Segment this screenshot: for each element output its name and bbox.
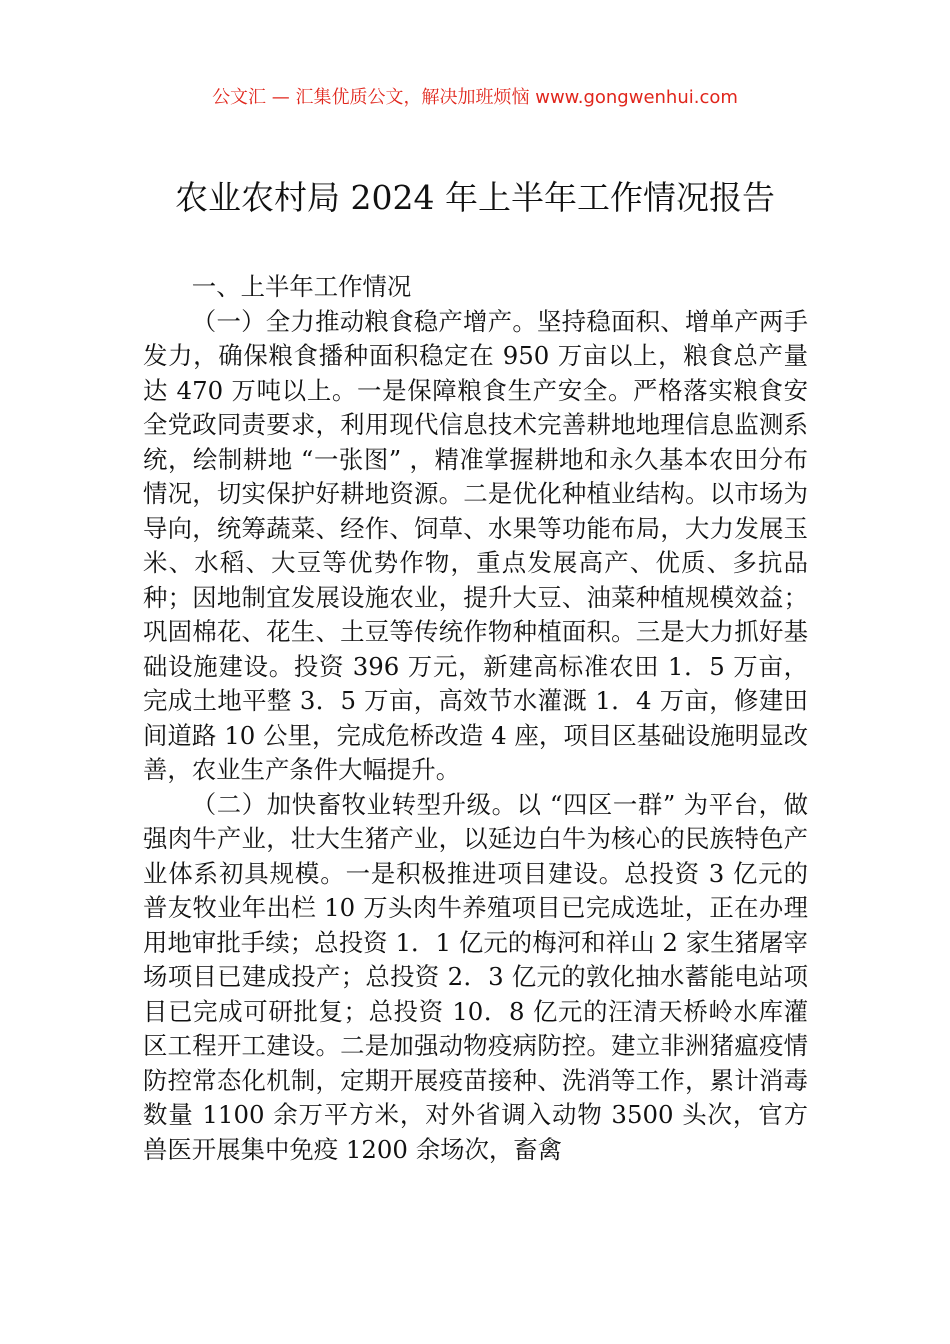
paragraph-livestock: （二）加快畜牧业转型升级。以 “四区一群” 为平台，做强肉牛产业，壮大生猪产业，以延边白牛为核心的民族特色产业体系初具规模。一是积极推进项目建设。总投资 3 亿元的普友牧业年出栏 10 万头肉牛养殖项目已完成选址，正在办理用地审批手续；总投资 1．1 亿元的梅河和祥山 2 家生猪屠宰场项目已建成投产；总投资 2．3 亿元的敦化抽水蓄能电站项目已完成可研批复；总投资 10．8 亿元的汪清天桥岭水库灌区工程开工建设。二是加强动物疫病防控。建立非洲猪瘟疫情防控常态化机制，定期开展疫苗接种、洗消等工作，累计消毒数量 1100 余万平方米，对外省调入动物 3500 头次，官方兽医开展集中免疫 1200 余场次，畜禽 xyxy=(143,789,808,1164)
section-heading: 一、上半年工作情况 xyxy=(191,272,412,301)
header-banner: 公文汇 — 汇集优质公文，解决加班烦恼 www.gongwenhui.com xyxy=(212,87,738,108)
page-title: 农业农村局 2024 年上半年工作情况报告 xyxy=(175,178,775,217)
paragraph-grain-production: （一）全力推动粮食稳产增产。坚持稳面积、增单产两手发力，确保粮食播种面积稳定在 950 万亩以上，粮食总产量达 470 万吨以上。一是保障粮食生产安全。严格落实粮食安全党政同责要求，利用现代信息技术完善耕地地理信息监测系统，绘制耕地 “一张图” ，精准掌握耕地和永久基本农田分布情况，切实保护好耕地资源。二是优化种植业结构。以市场为导向，统筹蔬菜、经作、饲草、水果等功能布局，大力发展玉米、水稻、大豆等优势作物，重点发展高产、优质、多抗品种；因地制宜发展设施农业，提升大豆、油菜种植规模效益；巩固棉花、花生、土豆等传统作物种植面积。三是大力抓好基础设施建设。投资 396 万元，新建高标准农田 1．5 万亩，完成土地平整 3．5 万亩，高效节水灌溉 1．4 万亩，修建田间道路 10 公里，完成危桥改造 4 座，项目区基础设施明显改善，农业生产条件大幅提升。 xyxy=(143,306,808,784)
document-body xyxy=(143,270,808,1167)
